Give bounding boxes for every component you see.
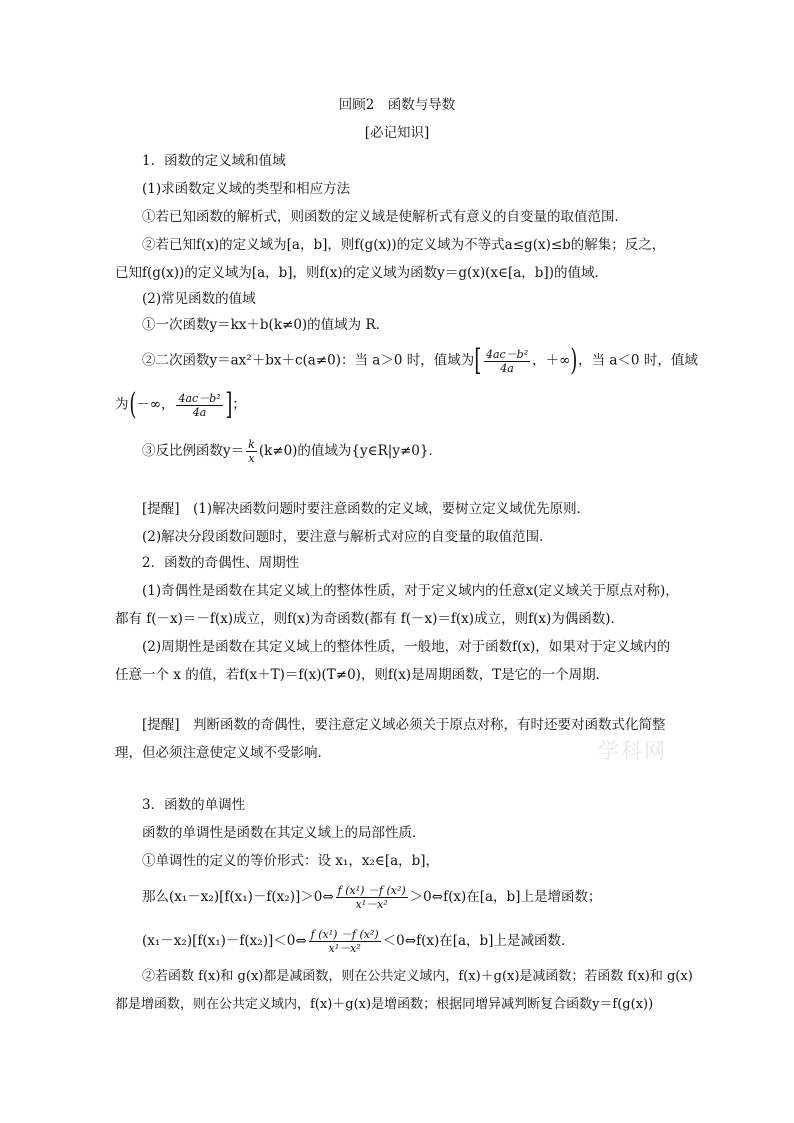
heading-parity-period: 2．函数的奇偶性、周期性 (142, 555, 300, 571)
page-title: 回顾2 函数与导数 (338, 97, 456, 113)
text-line: 理，但必须注意使定义域不受影响． (115, 745, 331, 761)
bracket-left: ( (128, 387, 136, 422)
fraction-numerator: 4ac－b² (178, 391, 221, 405)
text-span: ＞0⇔f(x)在[a，b]上是增函数； (409, 889, 602, 905)
fraction-denominator: x¹－x² (336, 897, 408, 911)
fraction-numerator: f (x¹) －f (x²) (310, 928, 379, 941)
text-span: ； (232, 396, 246, 413)
increasing-equivalence-line (142, 884, 601, 911)
text-span: －∞， (136, 396, 175, 413)
text-line: ①若已知函数的解析式，则函数的定义域是使解析式有意义的自变量的取值范围． (142, 209, 628, 225)
subheading-domain-methods: (1)求函数定义域的类型和相应方法 (142, 181, 351, 197)
text-span: ＜0⇔f(x)在[a，b]上是减函数． (382, 933, 575, 949)
fraction-numerator: k (248, 438, 255, 451)
text-span: ②二次函数y＝ax²＋bx＋c(a≠0)：当 a＞0 时，值域为 (142, 352, 475, 369)
text-line: ①一次函数y＝kx＋b(k≠0)的值域为 R． (142, 317, 390, 333)
text-span: 那么(x₁－x₂)[f(x₁)－f(x₂)]＞0⇔ (142, 889, 334, 905)
fraction-denominator: x (246, 451, 257, 465)
text-line: (1)奇偶性是函数在其定义域上的整体性质，对于定义域内的任意x(定义域关于原点对称)， (142, 583, 679, 599)
fraction-denominator: x¹－x² (309, 941, 381, 955)
text-line: 任意一个 x 的值，若f(x＋T)＝f(x)(T≠0)，则f(x)是周期函数，T是它的一个周期． (115, 667, 610, 683)
reminder-2: (2)解决分段函数问题时，要注意与解析式对应的自变量的取值范围． (142, 529, 553, 545)
fraction-denominator: 4a (176, 405, 222, 419)
section-subtitle: [必记知识] (364, 125, 430, 141)
fraction (484, 348, 530, 375)
bracket-right: ] (224, 387, 233, 422)
fraction-numerator: 4ac－b² (485, 347, 529, 361)
text-span: 为 (115, 396, 129, 413)
text-line: 都有 f(－x)＝－f(x)成立，则f(x)为奇函数(都有 f(－x)＝f(x)成立，则f(x)为偶函数)． (115, 611, 624, 627)
text-span: ，当 a＜0 时，值域 (578, 352, 698, 369)
text-span: (x₁－x₂)[f(x₁)－f(x₂)]＜0⇔ (142, 933, 307, 949)
text-line: 已知f(g(x))的定义域为[a，b]，则f(x)的定义域为函数y＝g(x)(x∈[a，b])的值域． (115, 265, 608, 281)
subheading-common-ranges: (2)常见函数的值域 (142, 291, 256, 307)
bracket-left: [ (474, 343, 482, 378)
fraction (336, 884, 408, 911)
fraction-numerator: f (x¹) －f (x²) (337, 884, 406, 897)
text-span: ③反比例函数y＝ (142, 443, 245, 459)
fraction (176, 392, 222, 419)
decreasing-equivalence-line (142, 928, 574, 955)
text-span: (k≠0)的值域为{y∈R|y≠0}． (258, 443, 442, 459)
fraction (309, 928, 381, 955)
bracket-right: ) (570, 343, 578, 378)
reminder-3: [提醒] 判断函数的奇偶性，要注意定义域必须关于原点对称，有时还要对函数式化简整 (142, 717, 666, 733)
inverse-function-line (142, 438, 442, 465)
quadratic-range-line-2 (115, 387, 246, 422)
text-span: ，＋∞ (532, 352, 571, 369)
text-line: 函数的单调性是函数在其定义域上的局部性质． (142, 825, 426, 841)
fraction-denominator: 4a (484, 361, 530, 375)
reminder-1: [提醒] (1)解决函数问题时要注意函数的定义域，要树立定义域优先原则． (142, 501, 591, 517)
text-line: ②若函数 f(x)和 g(x)都是减函数，则在公共定义域内，f(x)＋g(x)是减函数；若函数 f(x)和 g(x) (142, 969, 693, 984)
quadratic-range-line (142, 343, 698, 378)
text-line: ②若已知f(x)的定义域为[a，b]，则f(g(x))的定义域为不等式a≤g(x)≤b的解集；反之， (142, 237, 666, 253)
watermark-logo: 学科网 (598, 739, 667, 763)
fraction (246, 438, 257, 465)
text-line: (2)周期性是函数在其定义域上的整体性质，一般地，对于函数f(x)，如果对于定义域内的 (142, 639, 671, 655)
text-line: ①单调性的定义的等价形式：设 x₁，x₂∈[a，b]， (142, 853, 440, 869)
heading-domain-range: 1．函数的定义域和值域 (142, 153, 286, 169)
text-line: 都是增函数，则在公共定义域内，f(x)＋g(x)是增函数；根据同增异减判断复合函数y＝f(g(x)) (115, 997, 654, 1012)
heading-monotonicity: 3．函数的单调性 (142, 797, 246, 813)
